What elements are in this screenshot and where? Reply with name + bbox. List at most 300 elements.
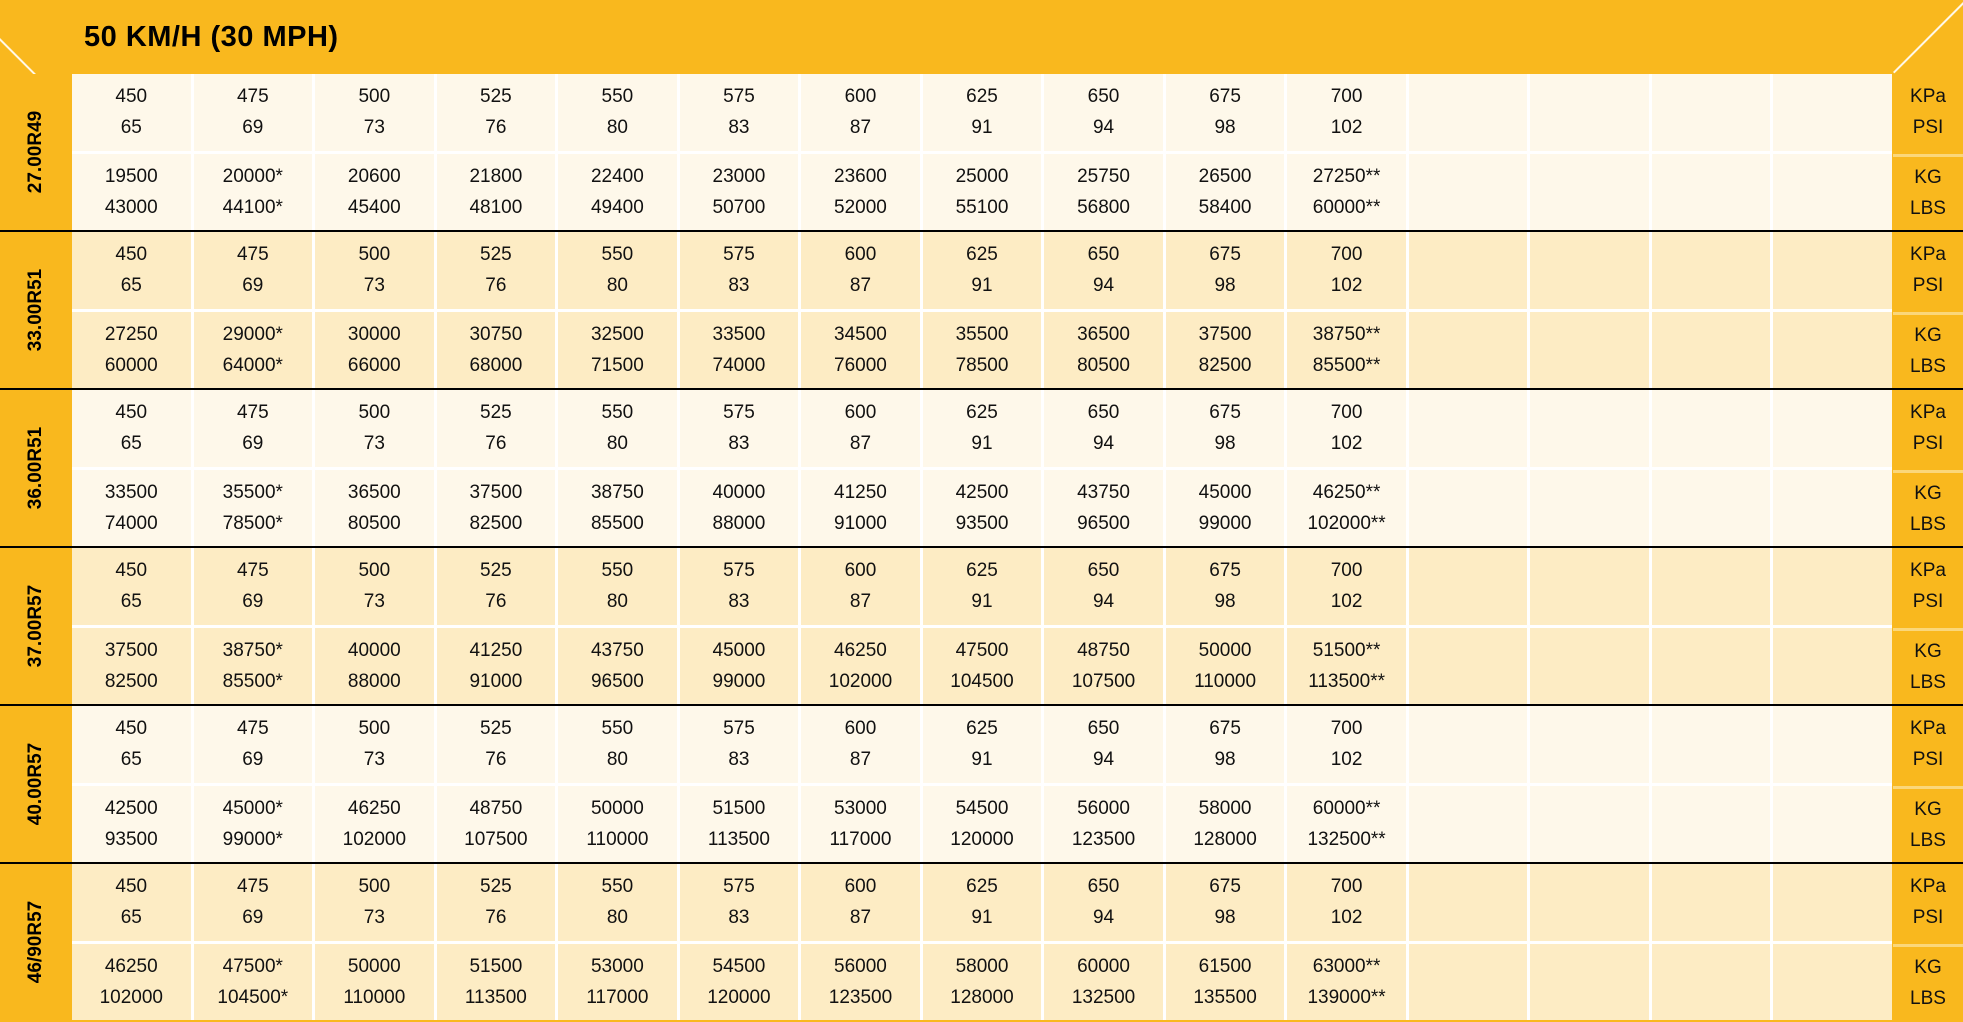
lbs-value: 110000 [586, 828, 649, 850]
tire-block [0, 546, 1963, 704]
kpa-value: 550 [601, 402, 634, 424]
load-cell [194, 470, 313, 547]
kpa-value: 625 [966, 560, 998, 582]
kpa-value: 600 [844, 244, 877, 266]
lbs-value: 60000 [104, 354, 158, 376]
kpa-value: 550 [601, 244, 634, 266]
psi-value: 73 [363, 275, 385, 297]
load-table [0, 74, 1963, 1020]
lbs-value: 52000 [834, 196, 887, 218]
psi-value: 83 [728, 117, 750, 139]
kpa-value: 600 [844, 402, 877, 424]
pressure-cell [1166, 74, 1285, 151]
lbs-value: 82500 [104, 670, 158, 692]
empty-cell [1773, 548, 1892, 625]
kg-value: 25750 [1077, 165, 1130, 187]
tire-size-cell [0, 232, 72, 388]
empty-cell [1652, 548, 1771, 625]
lbs-value: 123500 [828, 986, 893, 1008]
load-units [1893, 312, 1963, 389]
kg-value: 37500 [104, 639, 158, 661]
psi-value: 69 [242, 591, 264, 613]
psi-value: 91 [971, 591, 993, 613]
lbs-value: 49400 [590, 196, 644, 218]
load-cell [72, 470, 191, 547]
psi-value: 83 [728, 591, 750, 613]
pressure-cell [801, 390, 920, 467]
lbs-value: 85500 [590, 512, 644, 534]
lbs-value: 88000 [712, 512, 766, 534]
empty-cell [1773, 944, 1892, 1021]
pressure-cell [680, 706, 799, 783]
kpa-value: 450 [115, 86, 148, 108]
pressure-cell [72, 232, 191, 309]
lbs-value: 56800 [1077, 196, 1130, 218]
kpa-value: 550 [601, 718, 634, 740]
empty-cell [1652, 786, 1771, 863]
kpa-value: 625 [966, 876, 998, 898]
empty-cell [1773, 74, 1892, 151]
kg-value: 54500 [955, 797, 1009, 819]
tire-block [0, 74, 1963, 230]
value-grid [72, 548, 1892, 704]
pressure-units [1893, 864, 1963, 941]
units-column [1893, 390, 1963, 546]
load-cell [558, 312, 677, 389]
load-cell [72, 312, 191, 389]
psi-value: 80 [606, 749, 628, 771]
lbs-value: 107500 [1071, 670, 1136, 692]
kg-value: 19500 [104, 165, 158, 187]
lbs-value: 55100 [955, 196, 1009, 218]
load-cell [315, 154, 434, 231]
psi-value: 80 [606, 117, 628, 139]
psi-value: 65 [120, 907, 142, 929]
pressure-cell [437, 232, 556, 309]
unit-label: LBS [1910, 514, 1946, 536]
tire-size-cell [0, 548, 72, 704]
kpa-value: 650 [1087, 86, 1120, 108]
psi-value: 65 [120, 591, 142, 613]
load-cell [437, 944, 556, 1021]
load-cell [558, 154, 677, 231]
lbs-value: 85500* [222, 670, 283, 692]
load-cell [1166, 312, 1285, 389]
load-cell [1287, 628, 1406, 705]
kpa-value: 600 [844, 86, 877, 108]
load-cell [558, 470, 677, 547]
psi-value: 80 [606, 591, 628, 613]
psi-value: 65 [120, 433, 142, 455]
kg-value: 29000* [222, 323, 283, 345]
kg-value: 53000 [834, 797, 887, 819]
kg-value: 21800 [469, 165, 523, 187]
empty-cell [1530, 786, 1649, 863]
load-cell [923, 786, 1042, 863]
kpa-value: 525 [480, 876, 512, 898]
psi-value: 69 [242, 907, 264, 929]
pressure-units [1893, 74, 1963, 151]
kpa-value: 700 [1330, 718, 1363, 740]
kpa-value: 650 [1087, 244, 1120, 266]
kpa-value: 575 [723, 402, 755, 424]
pressure-cell [801, 74, 920, 151]
pressure-cell [1287, 864, 1406, 941]
unit-label: KG [1914, 641, 1942, 663]
lbs-value: 64000* [222, 354, 283, 376]
empty-cell [1652, 706, 1771, 783]
psi-value: 76 [485, 749, 507, 771]
kpa-value: 575 [723, 718, 755, 740]
load-cell [558, 944, 677, 1021]
load-cell [1287, 312, 1406, 389]
tire-size-label: 36.00R51 [25, 426, 46, 510]
empty-cell [1409, 74, 1528, 151]
pressure-units [1893, 232, 1963, 309]
unit-label: KG [1914, 167, 1942, 189]
kg-value: 23600 [834, 165, 887, 187]
psi-value: 73 [363, 749, 385, 771]
kg-value: 20600 [347, 165, 401, 187]
pressure-cell [680, 548, 799, 625]
pressure-cell [1044, 74, 1163, 151]
unit-label: PSI [1912, 749, 1944, 771]
pressure-cell [72, 706, 191, 783]
pressure-cell [1166, 706, 1285, 783]
lbs-value: 58400 [1198, 196, 1252, 218]
tire-size-cell [0, 74, 72, 230]
pressure-cell [923, 390, 1042, 467]
load-cell [437, 786, 556, 863]
kg-value: 27250** [1312, 165, 1381, 187]
load-units [1893, 628, 1963, 705]
load-cell [1044, 312, 1163, 389]
lbs-value: 74000 [712, 354, 766, 376]
pressure-cell [194, 864, 313, 941]
psi-value: 94 [1092, 275, 1115, 297]
load-cell [1166, 944, 1285, 1021]
empty-cell [1652, 232, 1771, 309]
lbs-value: 93500 [104, 828, 158, 850]
load-cell [923, 154, 1042, 231]
psi-value: 91 [971, 275, 993, 297]
unit-label: LBS [1910, 356, 1946, 378]
kpa-value: 675 [1209, 718, 1241, 740]
kg-value: 47500 [955, 639, 1009, 661]
lbs-value: 66000 [347, 354, 401, 376]
empty-cell [1652, 74, 1771, 151]
psi-value: 102 [1330, 433, 1363, 455]
lbs-value: 91000 [469, 670, 523, 692]
tire-size-label: 27.00R49 [25, 110, 46, 194]
tire-size-cell [0, 390, 72, 546]
value-grid [72, 864, 1892, 1020]
psi-value: 76 [485, 275, 507, 297]
load-cell [1287, 944, 1406, 1021]
empty-cell [1409, 628, 1528, 705]
tire-size-cell [0, 706, 72, 862]
lbs-value: 120000 [707, 986, 771, 1008]
lbs-value: 113500 [707, 828, 770, 850]
load-cell [680, 470, 799, 547]
empty-cell [1652, 628, 1771, 705]
empty-cell [1530, 706, 1649, 783]
pressure-cell [1166, 232, 1285, 309]
kpa-value: 450 [115, 718, 148, 740]
pressure-cell [923, 232, 1042, 309]
kpa-value: 525 [480, 560, 512, 582]
lbs-value: 80500 [1077, 354, 1130, 376]
psi-value: 73 [363, 907, 385, 929]
load-cell [801, 470, 920, 547]
kpa-value: 550 [601, 876, 634, 898]
psi-value: 87 [849, 749, 872, 771]
kg-value: 26500 [1198, 165, 1252, 187]
pressure-cell [315, 232, 434, 309]
load-cell [194, 786, 313, 863]
lbs-value: 110000 [343, 986, 406, 1008]
kpa-value: 475 [236, 402, 269, 424]
load-cell [680, 944, 799, 1021]
kg-value: 36500 [1077, 323, 1130, 345]
kg-value: 27250 [104, 323, 158, 345]
pressure-cell [1044, 548, 1163, 625]
load-cell [1044, 628, 1163, 705]
pressure-cell [801, 706, 920, 783]
kg-value: 33500 [104, 481, 158, 503]
kg-value: 43750 [1077, 481, 1130, 503]
kpa-value: 525 [480, 718, 512, 740]
psi-value: 94 [1092, 749, 1115, 771]
psi-value: 83 [728, 275, 750, 297]
kg-value: 40000 [347, 639, 401, 661]
header-bar [0, 0, 1963, 74]
load-cell [437, 154, 556, 231]
kg-value: 46250 [104, 955, 158, 977]
psi-value: 65 [120, 749, 142, 771]
unit-label: KPa [1910, 402, 1946, 424]
units-column [1893, 74, 1963, 230]
empty-cell [1773, 154, 1892, 231]
page-title: 50 KM/H (30 MPH) [84, 20, 339, 53]
pressure-cell [194, 390, 313, 467]
kg-value: 47500* [222, 955, 283, 977]
psi-value: 98 [1214, 275, 1236, 297]
kg-value: 22400 [590, 165, 644, 187]
pressure-cell [923, 706, 1042, 783]
pressure-cell [1166, 390, 1285, 467]
kpa-value: 575 [723, 876, 755, 898]
tire-block [0, 388, 1963, 546]
empty-cell [1530, 232, 1649, 309]
lbs-value: 102000 [828, 670, 893, 692]
lbs-value: 110000 [1194, 670, 1257, 692]
tire-block [0, 230, 1963, 388]
psi-value: 102 [1330, 591, 1363, 613]
load-cell [72, 944, 191, 1021]
unit-label: KG [1914, 325, 1942, 347]
psi-value: 102 [1330, 907, 1363, 929]
empty-cell [1530, 390, 1649, 467]
kg-value: 53000 [590, 955, 644, 977]
load-cell [680, 786, 799, 863]
kg-value: 46250** [1312, 481, 1381, 503]
load-cell [923, 628, 1042, 705]
kg-value: 42500 [104, 797, 158, 819]
kg-value: 56000 [834, 955, 887, 977]
pressure-cell [1044, 706, 1163, 783]
lbs-value: 96500 [1077, 512, 1130, 534]
pressure-cell [801, 864, 920, 941]
empty-cell [1409, 944, 1528, 1021]
lbs-value: 78500 [955, 354, 1009, 376]
kg-value: 30750 [469, 323, 523, 345]
empty-cell [1773, 786, 1892, 863]
pressure-units [1893, 390, 1963, 467]
lbs-value: 44100* [222, 196, 283, 218]
psi-value: 87 [849, 117, 872, 139]
pressure-cell [72, 390, 191, 467]
pressure-cell [680, 864, 799, 941]
load-cell [801, 944, 920, 1021]
pressure-cell [437, 864, 556, 941]
kpa-value: 650 [1087, 718, 1120, 740]
empty-cell [1409, 864, 1528, 941]
load-cell [801, 154, 920, 231]
empty-cell [1409, 232, 1528, 309]
kg-value: 42500 [955, 481, 1009, 503]
load-cell [315, 944, 434, 1021]
psi-value: 76 [485, 117, 507, 139]
kg-value: 50000 [1198, 639, 1252, 661]
kpa-value: 625 [966, 718, 998, 740]
pressure-cell [194, 548, 313, 625]
empty-cell [1773, 470, 1892, 547]
pressure-cell [72, 74, 191, 151]
pressure-cell [437, 706, 556, 783]
pressure-cell [680, 232, 799, 309]
kpa-value: 575 [723, 244, 755, 266]
psi-value: 87 [849, 275, 872, 297]
kpa-value: 525 [480, 244, 512, 266]
load-cell [923, 944, 1042, 1021]
lbs-value: 93500 [955, 512, 1009, 534]
kg-value: 56000 [1077, 797, 1130, 819]
load-cell [194, 628, 313, 705]
kpa-value: 575 [723, 560, 755, 582]
kg-value: 41250 [834, 481, 887, 503]
kg-value: 51500** [1312, 639, 1381, 661]
lbs-value: 45400 [347, 196, 401, 218]
load-cell [315, 312, 434, 389]
empty-cell [1409, 786, 1528, 863]
psi-value: 102 [1330, 117, 1363, 139]
psi-value: 80 [606, 907, 628, 929]
pressure-cell [315, 548, 434, 625]
lbs-value: 50700 [712, 196, 766, 218]
pressure-cell [680, 74, 799, 151]
psi-value: 65 [120, 117, 142, 139]
pressure-cell [315, 74, 434, 151]
empty-cell [1530, 864, 1649, 941]
lbs-value: 113500 [464, 986, 527, 1008]
pressure-cell [315, 390, 434, 467]
kpa-value: 625 [966, 86, 998, 108]
lbs-value: 76000 [834, 354, 887, 376]
kpa-value: 475 [236, 876, 269, 898]
tire-size-label: 40.00R57 [25, 742, 46, 826]
load-cell [1287, 786, 1406, 863]
pressure-cell [1287, 232, 1406, 309]
units-column [1893, 548, 1963, 704]
load-cell [72, 786, 191, 863]
lbs-value: 68000 [469, 354, 523, 376]
pressure-cell [801, 548, 920, 625]
empty-cell [1652, 390, 1771, 467]
pressure-cell [558, 232, 677, 309]
kg-value: 20000* [222, 165, 283, 187]
kpa-value: 550 [601, 86, 634, 108]
lbs-value: 117000 [586, 986, 649, 1008]
kpa-value: 475 [236, 718, 269, 740]
kg-value: 50000 [590, 797, 644, 819]
lbs-value: 132500** [1307, 828, 1386, 850]
unit-label: LBS [1910, 198, 1946, 220]
kg-value: 54500 [712, 955, 766, 977]
empty-cell [1773, 312, 1892, 389]
lbs-value: 99000 [1198, 512, 1252, 534]
kpa-value: 600 [844, 560, 877, 582]
lbs-value: 128000 [1193, 828, 1257, 850]
load-cell [194, 312, 313, 389]
empty-cell [1652, 944, 1771, 1021]
tire-block [0, 862, 1963, 1020]
pressure-cell [194, 706, 313, 783]
unit-label: PSI [1912, 433, 1944, 455]
pressure-cell [1044, 864, 1163, 941]
lbs-value: 99000* [222, 828, 283, 850]
kg-value: 40000 [712, 481, 766, 503]
pressure-cell [923, 864, 1042, 941]
units-column [1893, 706, 1963, 862]
unit-label: LBS [1910, 830, 1946, 852]
kg-value: 35500* [222, 481, 283, 503]
pressure-cell [72, 864, 191, 941]
unit-label: KPa [1910, 86, 1946, 108]
tire-size-label: 33.00R51 [25, 268, 46, 352]
kpa-value: 700 [1330, 244, 1363, 266]
lbs-value: 91000 [834, 512, 887, 534]
load-cell [1044, 944, 1163, 1021]
pressure-cell [558, 548, 677, 625]
kpa-value: 625 [966, 402, 998, 424]
unit-label: PSI [1912, 117, 1944, 139]
load-cell [923, 312, 1042, 389]
kg-value: 36500 [347, 481, 401, 503]
kpa-value: 500 [358, 244, 391, 266]
pressure-cell [801, 232, 920, 309]
kg-value: 34500 [834, 323, 887, 345]
pressure-cell [923, 548, 1042, 625]
kg-value: 58000 [1198, 797, 1252, 819]
load-cell [1166, 154, 1285, 231]
value-grid [72, 74, 1892, 230]
value-grid [72, 232, 1892, 388]
kpa-value: 600 [844, 876, 877, 898]
lbs-value: 71500 [590, 354, 644, 376]
empty-cell [1773, 706, 1892, 783]
value-grid [72, 706, 1892, 862]
